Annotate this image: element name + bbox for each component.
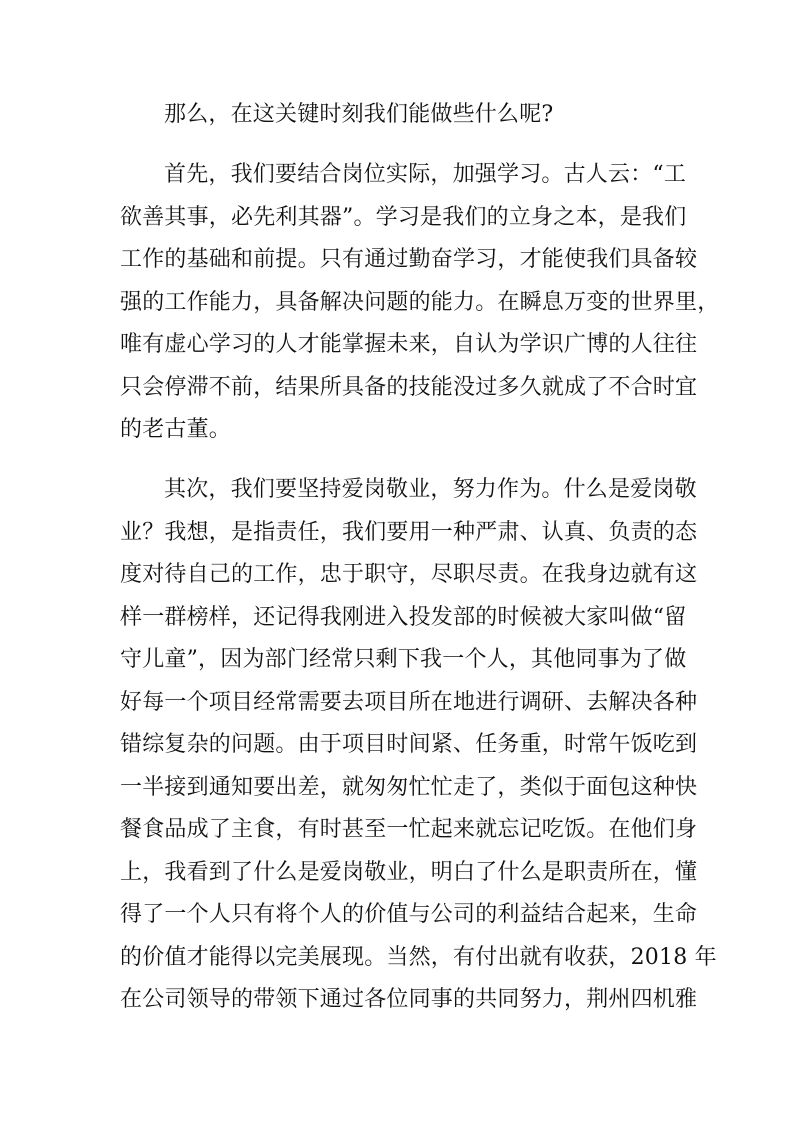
text-line: 那么，在这关键时刻我们能做些什么呢? bbox=[164, 102, 554, 127]
text-line: 欲善其事，必先利其器”。学习是我们的立身之本，是我们 bbox=[120, 204, 687, 230]
text-line: 得了一个人只有将个人的价值与公司的利益结合起来，生命 bbox=[120, 902, 698, 927]
text-line: 上，我看到了什么是爱岗敬业，明白了什么是职责所在，懂 bbox=[120, 859, 698, 885]
text-line: 错综复杂的问题。由于项目时间紧、任务重，时常午饭吃到 bbox=[120, 732, 698, 757]
text-line: 业？我想，是指责任，我们要用一种严肃、认真、负责的态 bbox=[120, 519, 698, 545]
paragraph-second-point bbox=[120, 469, 717, 1022]
text-line: 只会停滞不前，结果所具备的技能没过多久就成了不合时宜 bbox=[120, 374, 698, 400]
text-line: 度对待自己的工作，忠于职守，尽职尽责。在我身边就有这 bbox=[120, 562, 698, 587]
text-line: 一半接到通知要出差，就匆匆忙忙走了，类似于面包这种快 bbox=[120, 774, 698, 800]
text-line: 首先，我们要结合岗位实际，加强学习。古人云：“工 bbox=[164, 162, 687, 187]
paragraph-first-point bbox=[120, 154, 720, 452]
text-line: 的老古董。 bbox=[120, 417, 232, 442]
text-line: 样一群榜样，还记得我刚进入投发部的时候被大家叫做“留 bbox=[120, 604, 687, 630]
text-line: 工作的基础和前提。只有通过勤奋学习，才能使我们具备较 bbox=[120, 247, 698, 272]
text-line: 其次，我们要坚持爱岗敬业，努力作为。什么是爱岗敬 bbox=[164, 477, 697, 502]
text-line: 守儿童”，因为部门经常只剩下我一个人，其他同事为了做 bbox=[120, 647, 687, 672]
document-body bbox=[120, 94, 720, 1039]
text-line: 在公司领导的带领下通过各位同事的共同努力，荆州四机雅 bbox=[120, 987, 698, 1012]
text-line: 餐食品成了主食，有时甚至一忙起来就忘记吃饭。在他们身 bbox=[120, 817, 698, 842]
text-line: 唯有虚心学习的人才能掌握未来，自认为学识广博的人往往 bbox=[120, 332, 698, 357]
text-line: 强的工作能力，具备解决问题的能力。在瞬息万变的世界里， bbox=[120, 289, 720, 315]
text-line: 的价值才能得以完美展现。当然，有付出就有收获，2018 年 bbox=[120, 944, 717, 970]
paragraph-intro-question bbox=[120, 94, 682, 137]
text-line: 好每一个项目经常需要去项目所在地进行调研、去解决各种 bbox=[120, 689, 698, 715]
